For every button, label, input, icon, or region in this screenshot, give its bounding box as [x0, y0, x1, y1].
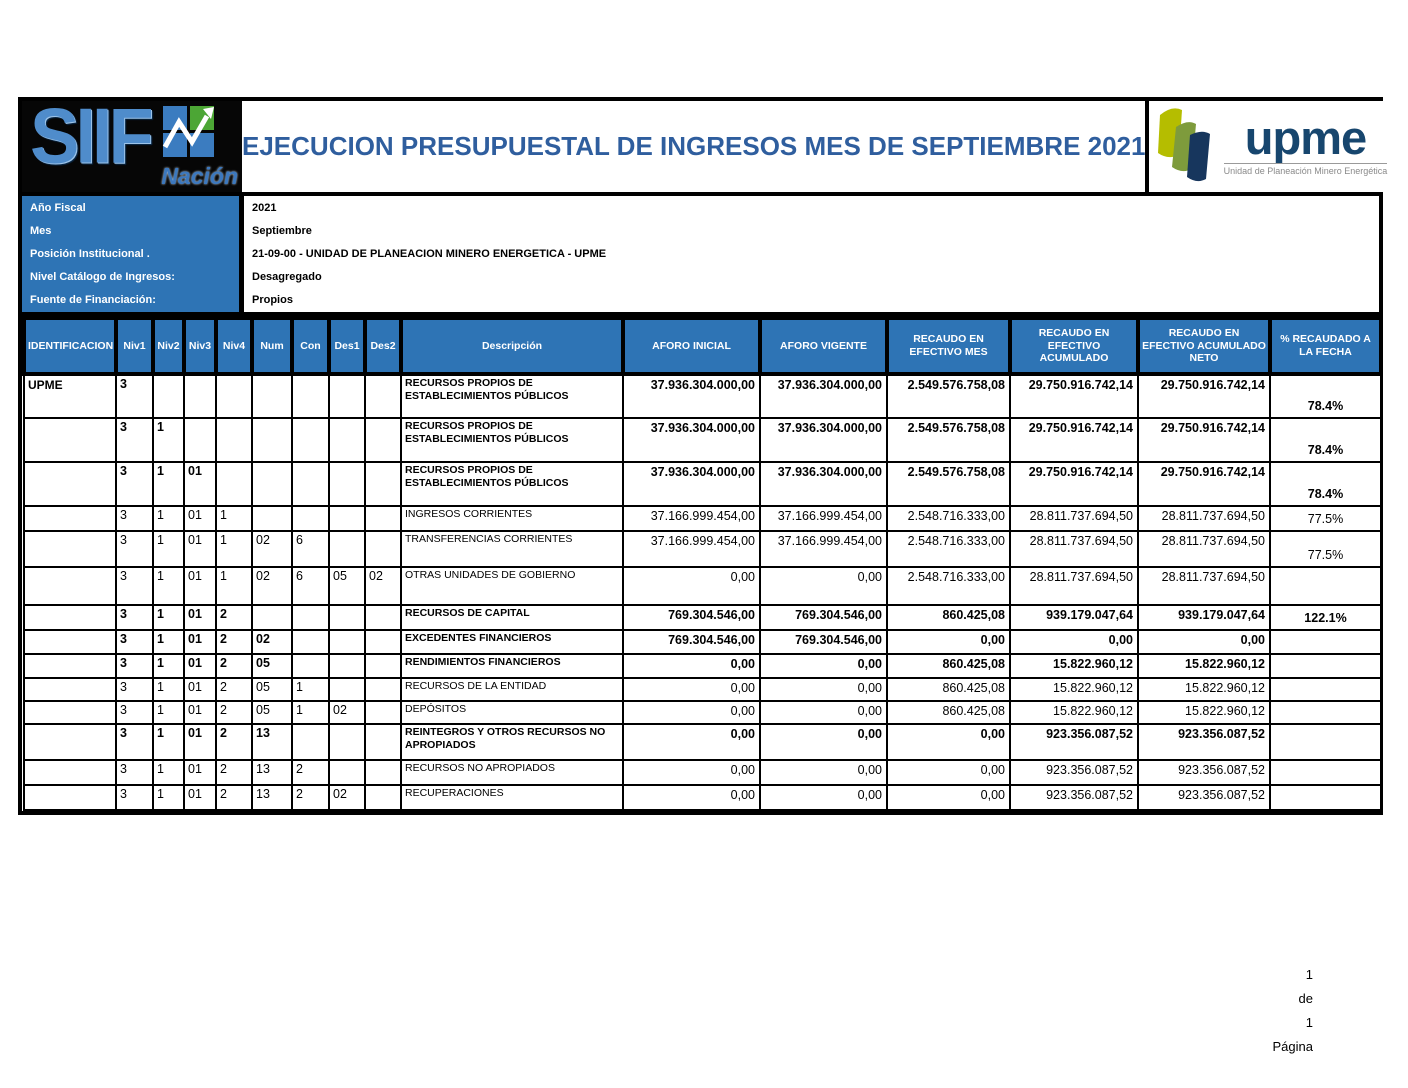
cell-niv2: 1	[153, 785, 184, 810]
cell-recaudo-acumulado-neto: 15.822.960,12	[1138, 654, 1270, 678]
col-header-recaudo-acumulado-neto: RECAUDO EN EFECTIVO ACUMULADO NETO	[1138, 318, 1270, 374]
table-row	[24, 678, 1381, 701]
cell-num	[252, 374, 292, 418]
cell-recaudo-acumulado-neto: 15.822.960,12	[1138, 701, 1270, 724]
cell-pct-recaudado	[1270, 630, 1381, 654]
cell-pct-recaudado: 77.5%	[1270, 506, 1381, 531]
cell-niv4	[216, 462, 252, 506]
cell-descripcion: RECURSOS DE CAPITAL	[401, 605, 623, 630]
cell-recaudo-acumulado: 29.750.916.742,14	[1010, 374, 1138, 418]
cell-num: 02	[252, 630, 292, 654]
cell-recaudo-acumulado-neto: 15.822.960,12	[1138, 678, 1270, 701]
cell-des2	[365, 630, 401, 654]
cell-niv1: 3	[116, 760, 153, 785]
cell-identificacion	[24, 531, 116, 567]
siif-logo-text: SIIF	[30, 101, 150, 180]
cell-pct-recaudado	[1270, 678, 1381, 701]
cell-aforo-inicial: 769.304.546,00	[623, 630, 760, 654]
cell-recaudo-mes: 860.425,08	[887, 701, 1010, 724]
table-row	[24, 701, 1381, 724]
cell-aforo-inicial: 0,00	[623, 567, 760, 605]
siif-logo-subtext: Nación	[161, 163, 238, 189]
cell-con	[292, 462, 329, 506]
cell-pct-recaudado: 78.4%	[1270, 374, 1381, 418]
cell-niv2: 1	[153, 567, 184, 605]
cell-niv4: 1	[216, 531, 252, 567]
cell-pct-recaudado	[1270, 567, 1381, 605]
cell-niv2: 1	[153, 678, 184, 701]
cell-recaudo-acumulado-neto: 923.356.087,52	[1138, 785, 1270, 810]
cell-des1	[329, 724, 365, 760]
cell-pct-recaudado	[1270, 785, 1381, 810]
page-number-block	[1273, 963, 1313, 1059]
cell-aforo-vigente: 0,00	[760, 678, 887, 701]
info-label-nivel-catalogo: Nivel Catálogo de Ingresos:	[22, 266, 244, 289]
cell-des2	[365, 506, 401, 531]
table-body	[24, 374, 1381, 810]
col-header-niv4: Niv4	[216, 318, 252, 374]
cell-des2	[365, 701, 401, 724]
cell-recaudo-mes: 2.548.716.333,00	[887, 531, 1010, 567]
cell-des2	[365, 605, 401, 630]
cell-identificacion	[24, 567, 116, 605]
table-header	[24, 318, 1381, 374]
cell-aforo-inicial: 37.166.999.454,00	[623, 506, 760, 531]
col-header-aforo-vigente: AFORO VIGENTE	[760, 318, 887, 374]
cell-aforo-inicial: 0,00	[623, 701, 760, 724]
cell-identificacion	[24, 506, 116, 531]
siif-nacion-logo	[22, 101, 242, 192]
cell-aforo-vigente: 0,00	[760, 760, 887, 785]
cell-des2	[365, 654, 401, 678]
table-row	[24, 531, 1381, 567]
cell-niv2: 1	[153, 605, 184, 630]
cell-niv4: 2	[216, 701, 252, 724]
cell-recaudo-acumulado: 29.750.916.742,14	[1010, 418, 1138, 462]
cell-identificacion	[24, 462, 116, 506]
cell-aforo-vigente: 37.936.304.000,00	[760, 374, 887, 418]
cell-num: 13	[252, 785, 292, 810]
cell-des2	[365, 462, 401, 506]
cell-aforo-vigente: 37.936.304.000,00	[760, 462, 887, 506]
cell-niv3: 01	[184, 678, 216, 701]
col-header-num: Num	[252, 318, 292, 374]
table-row	[24, 760, 1381, 785]
cell-niv3: 01	[184, 785, 216, 810]
cell-recaudo-mes: 2.548.716.333,00	[887, 506, 1010, 531]
cell-pct-recaudado	[1270, 654, 1381, 678]
upme-leaves-icon	[1156, 103, 1218, 190]
cell-niv2: 1	[153, 462, 184, 506]
cell-des1: 02	[329, 701, 365, 724]
cell-des1	[329, 374, 365, 418]
cell-niv2: 1	[153, 760, 184, 785]
cell-descripcion: EXCEDENTES FINANCIEROS	[401, 630, 623, 654]
cell-identificacion	[24, 701, 116, 724]
cell-niv1: 3	[116, 531, 153, 567]
cell-recaudo-acumulado: 939.179.047,64	[1010, 605, 1138, 630]
cell-num: 05	[252, 701, 292, 724]
cell-con: 2	[292, 785, 329, 810]
cell-niv4	[216, 374, 252, 418]
info-value-posicion-institucional: 21-09-00 - UNIDAD DE PLANEACION MINERO ENERGETICA - UPME	[244, 242, 1379, 265]
cell-recaudo-acumulado-neto: 0,00	[1138, 630, 1270, 654]
cell-aforo-vigente: 0,00	[760, 701, 887, 724]
cell-niv2: 1	[153, 654, 184, 678]
cell-recaudo-mes: 0,00	[887, 724, 1010, 760]
cell-des1	[329, 605, 365, 630]
col-header-descripcion: Descripción	[401, 318, 623, 374]
cell-aforo-vigente: 0,00	[760, 785, 887, 810]
table-row	[24, 605, 1381, 630]
cell-descripcion: RECURSOS DE LA ENTIDAD	[401, 678, 623, 701]
cell-pct-recaudado: 122.1%	[1270, 605, 1381, 630]
col-header-pct-recaudado: % RECAUDADO A LA FECHA	[1270, 318, 1381, 374]
cell-des1	[329, 506, 365, 531]
cell-descripcion: RECURSOS PROPIOS DE ESTABLECIMIENTOS PÚBLICOS	[401, 374, 623, 418]
cell-recaudo-acumulado-neto: 923.356.087,52	[1138, 724, 1270, 760]
cell-descripcion: INGRESOS CORRIENTES	[401, 506, 623, 531]
col-header-con: Con	[292, 318, 329, 374]
cell-niv2: 1	[153, 630, 184, 654]
info-panel	[22, 196, 1379, 316]
col-header-aforo-inicial: AFORO INICIAL	[623, 318, 760, 374]
cell-niv2: 1	[153, 701, 184, 724]
cell-niv3: 01	[184, 701, 216, 724]
cell-niv3: 01	[184, 724, 216, 760]
cell-recaudo-acumulado-neto: 923.356.087,52	[1138, 760, 1270, 785]
cell-niv1: 3	[116, 701, 153, 724]
cell-recaudo-acumulado-neto: 29.750.916.742,14	[1138, 374, 1270, 418]
cell-aforo-vigente: 37.936.304.000,00	[760, 418, 887, 462]
col-header-recaudo-acumulado: RECAUDO EN EFECTIVO ACUMULADO	[1010, 318, 1138, 374]
col-header-des1: Des1	[329, 318, 365, 374]
table-row	[24, 418, 1381, 462]
cell-des2	[365, 724, 401, 760]
cell-niv4: 2	[216, 785, 252, 810]
cell-num: 13	[252, 760, 292, 785]
cell-num	[252, 418, 292, 462]
cell-niv1: 3	[116, 567, 153, 605]
cell-num: 02	[252, 567, 292, 605]
cell-con	[292, 506, 329, 531]
cell-recaudo-mes: 2.548.716.333,00	[887, 567, 1010, 605]
cell-aforo-inicial: 0,00	[623, 785, 760, 810]
cell-recaudo-acumulado: 28.811.737.694,50	[1010, 531, 1138, 567]
cell-niv2: 1	[153, 418, 184, 462]
cell-recaudo-mes: 0,00	[887, 760, 1010, 785]
cell-pct-recaudado: 77.5%	[1270, 531, 1381, 567]
cell-identificacion	[24, 724, 116, 760]
col-header-niv1: Niv1	[116, 318, 153, 374]
cell-niv4: 2	[216, 678, 252, 701]
cell-des2: 02	[365, 567, 401, 605]
table-row	[24, 506, 1381, 531]
cell-aforo-inicial: 0,00	[623, 724, 760, 760]
table-row	[24, 567, 1381, 605]
cell-recaudo-mes: 2.549.576.758,08	[887, 374, 1010, 418]
info-value-mes: Septiembre	[244, 219, 1379, 242]
cell-des1	[329, 760, 365, 785]
cell-niv1: 3	[116, 630, 153, 654]
cell-recaudo-acumulado: 923.356.087,52	[1010, 724, 1138, 760]
cell-num: 05	[252, 678, 292, 701]
cell-descripcion: REINTEGROS Y OTROS RECURSOS NO APROPIADOS	[401, 724, 623, 760]
cell-niv3: 01	[184, 630, 216, 654]
page-title: EJECUCION PRESUPUESTAL DE INGRESOS MES DE SEPTIEMBRE 2021	[242, 131, 1146, 161]
cell-aforo-vigente: 0,00	[760, 567, 887, 605]
report-container	[18, 97, 1388, 815]
cell-con: 1	[292, 678, 329, 701]
cell-des1	[329, 462, 365, 506]
cell-num	[252, 605, 292, 630]
cell-recaudo-acumulado-neto: 29.750.916.742,14	[1138, 418, 1270, 462]
header-band	[22, 101, 1388, 196]
cell-niv4: 2	[216, 630, 252, 654]
cell-niv2: 1	[153, 531, 184, 567]
table-row	[24, 654, 1381, 678]
cell-recaudo-acumulado-neto: 28.811.737.694,50	[1138, 506, 1270, 531]
cell-aforo-vigente: 37.166.999.454,00	[760, 506, 887, 531]
cell-niv4	[216, 418, 252, 462]
cell-descripcion: RECUPERACIONES	[401, 785, 623, 810]
upme-logo-text-block	[1223, 110, 1388, 177]
page-number-total: 1	[1305, 1015, 1313, 1030]
cell-con: 2	[292, 760, 329, 785]
cell-identificacion	[24, 785, 116, 810]
cell-recaudo-mes: 860.425,08	[887, 654, 1010, 678]
cell-niv4: 2	[216, 760, 252, 785]
cell-identificacion: UPME	[24, 374, 116, 418]
info-label-mes: Mes	[22, 219, 244, 242]
cell-recaudo-mes: 2.549.576.758,08	[887, 418, 1010, 462]
cell-niv3: 01	[184, 654, 216, 678]
cell-descripcion: RECURSOS NO APROPIADOS	[401, 760, 623, 785]
cell-aforo-vigente: 0,00	[760, 654, 887, 678]
cell-niv1: 3	[116, 678, 153, 701]
cell-niv1: 3	[116, 506, 153, 531]
cell-recaudo-mes: 2.549.576.758,08	[887, 462, 1010, 506]
info-label-fuente-financiacion: Fuente de Financiación:	[22, 289, 244, 312]
page-number-label: Página	[1272, 1039, 1313, 1054]
cell-pct-recaudado: 78.4%	[1270, 418, 1381, 462]
table-row	[24, 724, 1381, 760]
cell-des1	[329, 418, 365, 462]
cell-pct-recaudado	[1270, 701, 1381, 724]
cell-niv3	[184, 418, 216, 462]
cell-recaudo-acumulado: 15.822.960,12	[1010, 654, 1138, 678]
cell-aforo-inicial: 0,00	[623, 678, 760, 701]
cell-recaudo-acumulado: 0,00	[1010, 630, 1138, 654]
cell-recaudo-mes: 860.425,08	[887, 678, 1010, 701]
cell-des1: 05	[329, 567, 365, 605]
cell-recaudo-acumulado: 15.822.960,12	[1010, 678, 1138, 701]
cell-con	[292, 724, 329, 760]
upme-logo	[1145, 101, 1393, 192]
cell-recaudo-mes: 0,00	[887, 785, 1010, 810]
cell-aforo-inicial: 37.936.304.000,00	[623, 462, 760, 506]
cell-recaudo-acumulado: 923.356.087,52	[1010, 760, 1138, 785]
cell-identificacion	[24, 678, 116, 701]
col-header-des2: Des2	[365, 318, 401, 374]
table-row	[24, 462, 1381, 506]
cell-con: 1	[292, 701, 329, 724]
cell-niv3: 01	[184, 605, 216, 630]
cell-recaudo-mes: 0,00	[887, 630, 1010, 654]
cell-pct-recaudado: 78.4%	[1270, 462, 1381, 506]
cell-niv4: 1	[216, 567, 252, 605]
cell-des1	[329, 630, 365, 654]
info-label-ano-fiscal: Año Fiscal	[22, 196, 244, 219]
cell-descripcion: DEPÓSITOS	[401, 701, 623, 724]
cell-niv3: 01	[184, 462, 216, 506]
cell-recaudo-acumulado: 15.822.960,12	[1010, 701, 1138, 724]
cell-niv2	[153, 374, 184, 418]
cell-con	[292, 630, 329, 654]
cell-identificacion	[24, 654, 116, 678]
cell-num	[252, 462, 292, 506]
cell-recaudo-acumulado: 28.811.737.694,50	[1010, 506, 1138, 531]
cell-aforo-vigente: 37.166.999.454,00	[760, 531, 887, 567]
cell-recaudo-acumulado-neto: 28.811.737.694,50	[1138, 531, 1270, 567]
cell-niv1: 3	[116, 785, 153, 810]
cell-des2	[365, 760, 401, 785]
cell-niv4: 1	[216, 506, 252, 531]
cell-des1: 02	[329, 785, 365, 810]
cell-aforo-inicial: 0,00	[623, 654, 760, 678]
cell-niv4: 2	[216, 605, 252, 630]
cell-aforo-inicial: 0,00	[623, 760, 760, 785]
cell-num: 05	[252, 654, 292, 678]
upme-logo-text: upme	[1244, 110, 1367, 164]
cell-niv3	[184, 374, 216, 418]
col-header-identificacion: IDENTIFICACION	[24, 318, 116, 374]
cell-recaudo-acumulado-neto: 29.750.916.742,14	[1138, 462, 1270, 506]
cell-recaudo-acumulado: 923.356.087,52	[1010, 785, 1138, 810]
cell-niv2: 1	[153, 724, 184, 760]
cell-recaudo-acumulado-neto: 28.811.737.694,50	[1138, 567, 1270, 605]
cell-descripcion: RECURSOS PROPIOS DE ESTABLECIMIENTOS PÚBLICOS	[401, 418, 623, 462]
table-row	[24, 785, 1381, 810]
col-header-recaudo-mes: RECAUDO EN EFECTIVO MES	[887, 318, 1010, 374]
cell-niv1: 3	[116, 724, 153, 760]
info-value-nivel-catalogo: Desagregado	[244, 266, 1379, 289]
cell-niv4: 2	[216, 724, 252, 760]
col-header-niv3: Niv3	[184, 318, 216, 374]
cell-identificacion	[24, 630, 116, 654]
cell-con: 6	[292, 567, 329, 605]
cell-con	[292, 418, 329, 462]
cell-descripcion: OTRAS UNIDADES DE GOBIERNO	[401, 567, 623, 605]
cell-con	[292, 605, 329, 630]
cell-niv3: 01	[184, 506, 216, 531]
cell-con	[292, 654, 329, 678]
title-cell	[242, 101, 1145, 192]
cell-niv1: 3	[116, 605, 153, 630]
cell-aforo-inicial: 37.936.304.000,00	[623, 418, 760, 462]
table-row	[24, 630, 1381, 654]
budget-table	[22, 316, 1383, 811]
cell-des1	[329, 678, 365, 701]
cell-niv1: 3	[116, 418, 153, 462]
cell-des2	[365, 374, 401, 418]
cell-niv3: 01	[184, 531, 216, 567]
cell-niv3: 01	[184, 567, 216, 605]
cell-des2	[365, 418, 401, 462]
cell-con: 6	[292, 531, 329, 567]
info-label-posicion-institucional: Posición Institucional .	[22, 242, 244, 265]
page-number-de: de	[1298, 991, 1313, 1006]
info-value-fuente-financiacion: Propios	[244, 289, 1379, 312]
cell-recaudo-acumulado: 28.811.737.694,50	[1010, 567, 1138, 605]
cell-aforo-inicial: 37.166.999.454,00	[623, 531, 760, 567]
cell-identificacion	[24, 605, 116, 630]
cell-descripcion: RENDIMIENTOS FINANCIEROS	[401, 654, 623, 678]
cell-descripcion: RECURSOS PROPIOS DE ESTABLECIMIENTOS PÚBLICOS	[401, 462, 623, 506]
cell-pct-recaudado	[1270, 760, 1381, 785]
table-row	[24, 374, 1381, 418]
cell-niv1: 3	[116, 654, 153, 678]
cell-niv4: 2	[216, 654, 252, 678]
cell-pct-recaudado	[1270, 724, 1381, 760]
cell-des2	[365, 785, 401, 810]
cell-des2	[365, 678, 401, 701]
cell-des2	[365, 531, 401, 567]
cell-num	[252, 506, 292, 531]
info-value-ano-fiscal: 2021	[244, 196, 1379, 219]
cell-con	[292, 374, 329, 418]
cell-niv1: 3	[116, 374, 153, 418]
cell-descripcion: TRANSFERENCIAS CORRIENTES	[401, 531, 623, 567]
cell-aforo-vigente: 769.304.546,00	[760, 630, 887, 654]
cell-niv2: 1	[153, 506, 184, 531]
upme-logo-subtext: Unidad de Planeación Minero Energética	[1224, 163, 1388, 176]
cell-des1	[329, 531, 365, 567]
cell-num: 02	[252, 531, 292, 567]
cell-recaudo-mes: 860.425,08	[887, 605, 1010, 630]
cell-num: 13	[252, 724, 292, 760]
cell-aforo-vigente: 0,00	[760, 724, 887, 760]
cell-aforo-vigente: 769.304.546,00	[760, 605, 887, 630]
page-number-current: 1	[1305, 967, 1313, 982]
col-header-niv2: Niv2	[153, 318, 184, 374]
cell-recaudo-acumulado: 29.750.916.742,14	[1010, 462, 1138, 506]
cell-recaudo-acumulado-neto: 939.179.047,64	[1138, 605, 1270, 630]
cell-identificacion	[24, 418, 116, 462]
cell-des1	[329, 654, 365, 678]
cell-identificacion	[24, 760, 116, 785]
siif-chart-icon	[162, 105, 216, 164]
cell-aforo-inicial: 37.936.304.000,00	[623, 374, 760, 418]
cell-aforo-inicial: 769.304.546,00	[623, 605, 760, 630]
cell-niv1: 3	[116, 462, 153, 506]
cell-niv3: 01	[184, 760, 216, 785]
